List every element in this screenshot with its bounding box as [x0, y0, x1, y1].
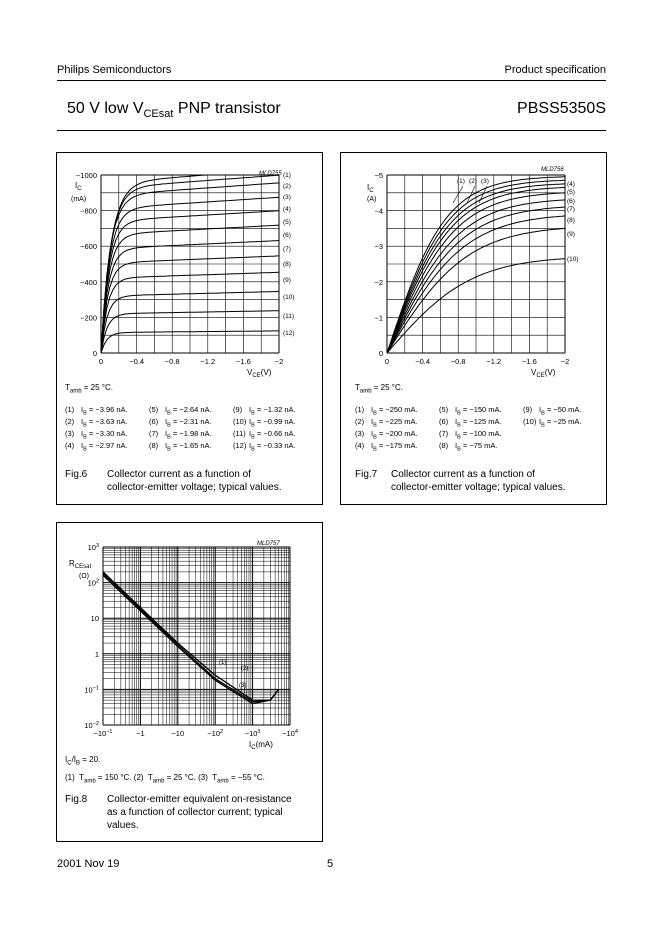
- header-rule: [57, 80, 606, 81]
- y-tick-label: 1: [94, 649, 99, 659]
- curve-label: (5): [283, 219, 291, 226]
- x-tick-label: −0.8: [164, 357, 180, 366]
- curve-label: (3): [481, 178, 489, 185]
- x-tick-label: −2: [560, 357, 570, 366]
- y-tick-label: −800: [80, 206, 97, 216]
- y-axis-unit: (mA): [71, 196, 87, 203]
- x-tick-label: $-10^{-1}$: [93, 729, 113, 738]
- y-tick-label: −5: [374, 171, 383, 180]
- temperature-legend: (1) $T_{amb} = 150$ °C. (2) $T_{amb} = 25$ °C. (3) $T_{amb} = -55$ °C.: [65, 773, 265, 785]
- figure-8-chart: [57, 523, 322, 753]
- figure-code: MLD757: [257, 541, 280, 547]
- figure-code: MLD755: [259, 171, 282, 177]
- figure-7-panel: [340, 152, 607, 505]
- curve-label: (12): [283, 330, 295, 337]
- figure-7-number: Fig.7: [355, 469, 378, 480]
- legend-entry: (8) $I_B = -1.65$ nA.: [149, 441, 212, 453]
- curve-label: (10): [567, 256, 579, 263]
- title-rule: [57, 130, 606, 131]
- curve-label: (7): [283, 246, 291, 253]
- legend-entry: (9) $I_B = -50$ mA.: [523, 405, 582, 417]
- x-tick-label: −1.6: [235, 357, 251, 366]
- condition-text: $T_{amb} = 25$ °C.: [355, 383, 403, 395]
- legend-entry: (12) $I_B = -0.33$ nA.: [233, 441, 296, 453]
- x-axis-label: $I_C(mA)$: [249, 740, 273, 751]
- x-tick-label: −1.2: [200, 357, 216, 366]
- legend-entry: (4) $I_B = -175$ mA.: [355, 441, 418, 453]
- y-tick-label: −200: [80, 313, 97, 323]
- legend-entry: (7) $I_B = -100$ mA.: [439, 429, 502, 441]
- figure-6-number: Fig.6: [65, 469, 88, 480]
- x-tick-label: −0.8: [450, 357, 466, 366]
- x-axis-label: $V_{CE}(V)$: [531, 368, 556, 379]
- curve-label: (1): [219, 660, 227, 666]
- legend-entry: (3) $I_B = -3.30$ nA.: [65, 429, 128, 441]
- figure-code: MLD756: [541, 167, 564, 173]
- figure-6-panel: [56, 152, 323, 505]
- y-axis-label: $I_C$: [75, 181, 82, 192]
- curve-label: (5): [567, 189, 575, 196]
- curve-label: (1): [283, 172, 291, 179]
- curve-label: (8): [567, 217, 575, 224]
- x-tick-label: −1.2: [486, 357, 502, 366]
- footer-page: 5: [327, 858, 334, 870]
- curve-label: (3): [239, 683, 247, 689]
- x-tick-label: −10: [171, 729, 185, 738]
- curve-label: (2): [469, 178, 477, 185]
- legend-entry: (2) $I_B = -225$ mA.: [355, 417, 418, 429]
- y-axis-unit: (Ω): [79, 573, 89, 580]
- x-tick-label: −0.4: [129, 357, 145, 366]
- curve-label: (9): [283, 277, 291, 284]
- ratio-text: $I_C/I_B = 20$.: [65, 755, 101, 767]
- label-leader: [479, 186, 487, 203]
- curve-label: (2): [283, 183, 291, 190]
- x-tick-label: $-10^3$: [244, 729, 261, 738]
- y-tick-label: −1000: [75, 171, 97, 180]
- figure-8-caption: Collector-emitter equivalent on-resistance as a function of collector current; typical values.: [107, 794, 292, 831]
- page-title: 50 V low $V_{CEsat}$ PNP transistor: [67, 100, 281, 121]
- y-tick-label: −400: [80, 277, 97, 287]
- y-tick-label: −1: [374, 313, 383, 323]
- y-tick-label: 0: [378, 349, 383, 358]
- legend-entry: (2) $I_B = -3.63$ nA.: [65, 417, 128, 429]
- document-type: Product specification: [504, 64, 606, 76]
- legend-entry: (6) $I_B = -125$ mA.: [439, 417, 502, 429]
- y-tick-label: $10^2$: [87, 578, 99, 588]
- x-tick-label: $-10^4$: [282, 729, 298, 738]
- footer-date: 2001 Nov 19: [57, 858, 120, 870]
- x-tick-label: $-10^2$: [207, 729, 224, 738]
- figure-6-caption: Collector current as a function of collector-emitter voltage; typical values.: [107, 469, 282, 493]
- curve-label: (6): [567, 198, 575, 205]
- y-tick-label: 0: [92, 349, 97, 358]
- legend-entry: (1) $I_B = -3.96$ nA.: [65, 405, 128, 417]
- y-tick-label: −3: [374, 242, 383, 252]
- legend-entry: (6) $I_B = -2.31$ nA.: [149, 417, 212, 429]
- x-tick-label: −2: [274, 357, 284, 366]
- legend-entry: (5) $I_B = -150$ mA.: [439, 405, 502, 417]
- y-tick-label: −4: [374, 206, 383, 216]
- curve-label: (2): [241, 666, 249, 672]
- curve-label: (9): [567, 231, 575, 238]
- x-tick-label: 0: [98, 357, 104, 366]
- y-axis-label: $R_{CEsat}$: [69, 559, 92, 570]
- curve-label: (8): [283, 261, 291, 268]
- curve-label: (7): [567, 206, 575, 213]
- y-tick-label: $10^3$: [87, 543, 99, 552]
- figure-7-caption: Collector current as a function of collector-emitter voltage; typical values.: [391, 469, 566, 493]
- y-tick-label: $10^{-1}$: [84, 685, 99, 695]
- legend-entry: (8) $I_B = -75$ mA.: [439, 441, 498, 453]
- curve-label: (1): [457, 178, 465, 185]
- legend-entry: (10) $I_B = -25$ mA.: [523, 417, 582, 429]
- legend-entry: (5) $I_B = -2.64$ nA.: [149, 405, 212, 417]
- x-tick-label: −1.6: [521, 357, 537, 366]
- curve-label: (3): [283, 194, 291, 201]
- legend-entry: (11) $I_B = -0.66$ nA.: [233, 429, 296, 441]
- y-axis-unit: (A): [367, 196, 377, 203]
- legend-entry: (1) $I_B = -250$ mA.: [355, 405, 418, 417]
- figure-7-chart: [341, 153, 606, 385]
- curve-label: (6): [283, 232, 291, 239]
- legend-entry: (9) $I_B = -1.32$ nA.: [233, 405, 296, 417]
- curve-label: (4): [283, 206, 291, 213]
- x-tick-label: −1: [136, 729, 145, 738]
- x-axis-label: $V_{CE}(V)$: [247, 368, 272, 379]
- legend-entry: (10) $I_B = -0.99$ nA.: [233, 417, 296, 429]
- curve-label: (11): [283, 313, 295, 320]
- figure-6-chart: [57, 153, 322, 385]
- x-tick-label: −0.4: [415, 357, 431, 366]
- part-number: PBSS5350S: [517, 100, 606, 117]
- condition-text: $T_{amb} = 25$ °C.: [65, 383, 113, 395]
- y-tick-label: 10: [90, 614, 99, 624]
- figure-8-panel: [56, 522, 323, 842]
- company-name: Philips Semiconductors: [57, 64, 172, 76]
- y-axis-label: $I_C$: [367, 183, 374, 194]
- figure-8-number: Fig.8: [65, 794, 88, 805]
- curve-label: (10): [283, 294, 295, 301]
- legend-entry: (4) $I_B = -2.97$ nA.: [65, 441, 128, 453]
- legend-entry: (3) $I_B = -200$ mA.: [355, 429, 418, 441]
- legend-entry: (7) $I_B = -1.98$ nA.: [149, 429, 212, 441]
- y-tick-label: −2: [374, 277, 383, 287]
- y-tick-label: $10^{-2}$: [84, 721, 99, 730]
- curve-label: (4): [567, 181, 575, 188]
- y-tick-label: −600: [80, 242, 97, 252]
- x-tick-label: 0: [384, 357, 390, 366]
